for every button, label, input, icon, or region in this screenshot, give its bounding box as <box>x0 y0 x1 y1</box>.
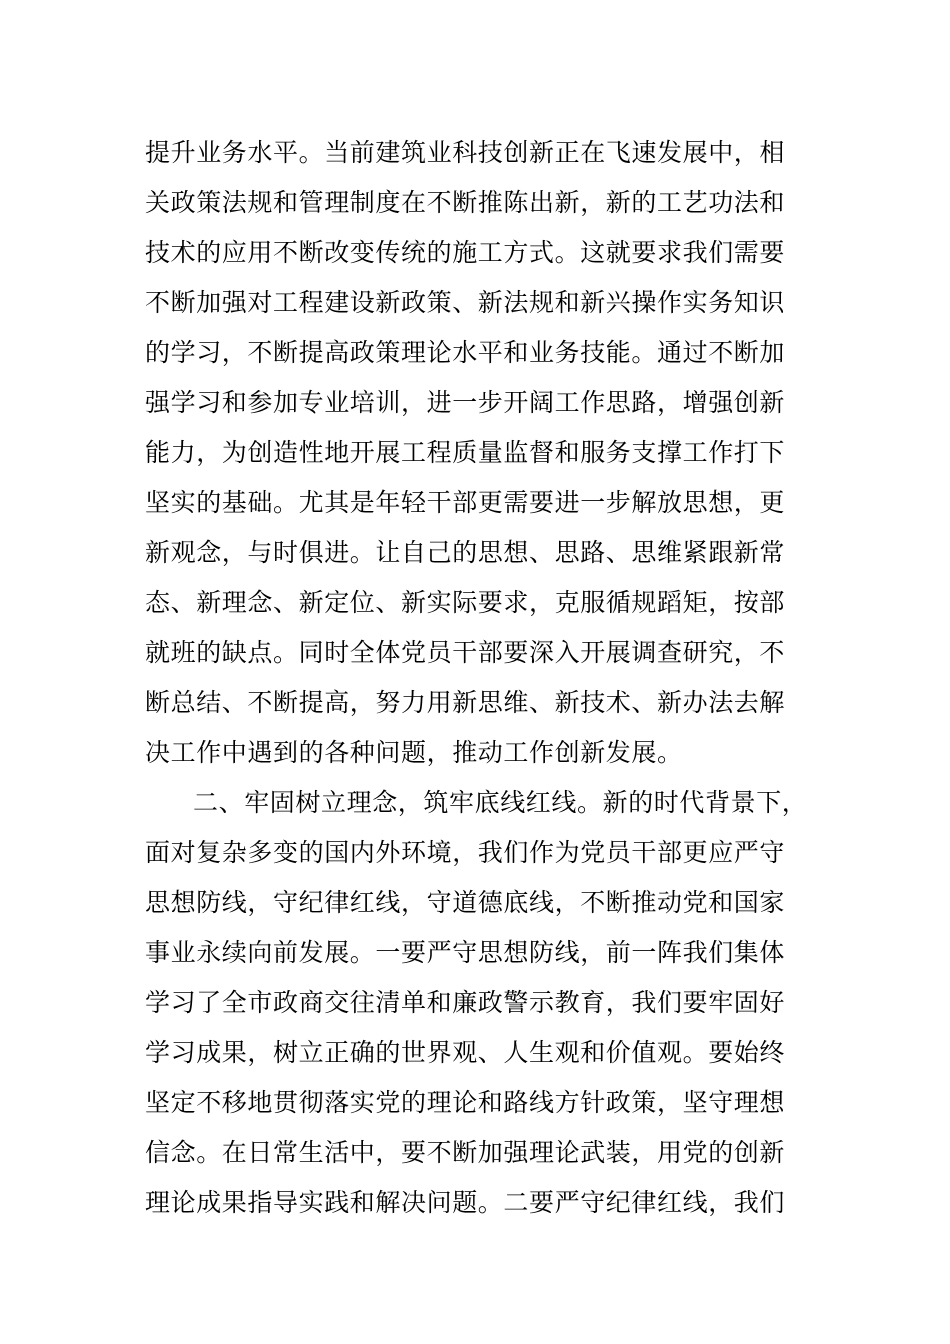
text-line: 强学习和参加专业培训，进一步开阔工作思路，增强创新 <box>145 388 786 417</box>
text-line: 理论成果指导实践和解决问题。二要严守纪律红线，我们 <box>145 1188 786 1217</box>
text-line: 提升业务水平。当前建筑业科技创新正在飞速发展中，相 <box>145 138 786 167</box>
paragraph-2 <box>145 778 835 1228</box>
text-line: 坚定不移地贯彻落实党的理论和路线方针政策，坚守理想 <box>145 1088 786 1117</box>
paragraph-1 <box>145 128 835 778</box>
text-line: 学习了全市政商交往清单和廉政警示教育，我们要牢固好 <box>145 988 786 1017</box>
text-line: 断总结、不断提高，努力用新思维、新技术、新办法去解 <box>145 688 786 717</box>
text-line: 决工作中遇到的各种问题，推动工作创新发展。 <box>145 738 683 767</box>
text-line: 技术的应用不断改变传统的施工方式。这就要求我们需要 <box>145 238 786 267</box>
text-line: 就班的缺点。同时全体党员干部要深入开展调查研究，不 <box>145 638 786 667</box>
text-line: 关政策法规和管理制度在不断推陈出新，新的工艺功法和 <box>145 188 786 217</box>
text-line: 思想防线，守纪律红线，守道德底线，不断推动党和国家 <box>145 888 786 917</box>
text-line: 面对复杂多变的国内外环境，我们作为党员干部更应严守 <box>145 838 786 867</box>
body-text <box>145 128 835 1228</box>
text-line: 新观念，与时俱进。让自己的思想、思路、思维紧跟新常 <box>145 538 786 567</box>
text-line: 信念。在日常生活中，要不断加强理论武装，用党的创新 <box>145 1138 786 1167</box>
text-line: 学习成果，树立正确的世界观、人生观和价值观。要始终 <box>145 1038 786 1067</box>
text-line: 的学习，不断提高政策理论水平和业务技能。通过不断加 <box>145 338 786 367</box>
text-line: 坚实的基础。尤其是年轻干部更需要进一步解放思想，更 <box>145 488 786 517</box>
text-line-first-indented: 二、牢固树立理念，筑牢底线红线。新的时代背景下， <box>193 788 808 817</box>
text-line: 态、新理念、新定位、新实际要求，克服循规蹈矩，按部 <box>145 588 786 617</box>
text-line: 不断加强对工程建设新政策、新法规和新兴操作实务知识 <box>145 288 786 317</box>
text-line: 事业永续向前发展。一要严守思想防线，前一阵我们集体 <box>145 938 786 967</box>
text-line: 能力，为创造性地开展工程质量监督和服务支撑工作打下 <box>145 438 786 467</box>
